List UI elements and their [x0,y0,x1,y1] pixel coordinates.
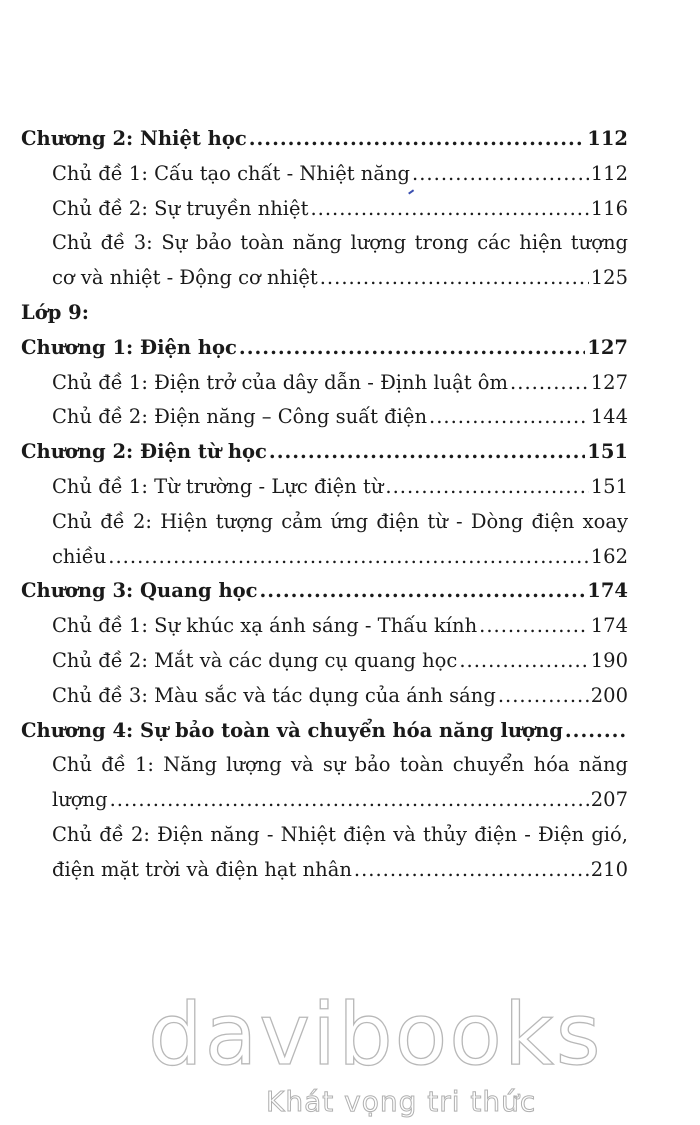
toc-topic[interactable] [21,400,628,435]
toc-page-number: 127 [587,335,628,359]
toc-topic-title: Chủ đề 1: Cấu tạo chất - Nhiệt năng [52,161,411,185]
toc-chapter[interactable] [21,331,628,366]
dot-leader [498,679,589,714]
toc-chapter[interactable] [21,122,628,157]
toc-page-number: 112 [590,161,628,185]
toc-topic-title: Chủ đề 1: Sự khúc xạ ánh sáng - Thấu kính [52,614,478,638]
toc-topic[interactable] [21,679,628,714]
dot-leader [320,261,589,296]
toc-topic[interactable] [21,366,628,401]
toc-page-number: 127 [590,370,628,394]
toc-page-number: 207 [590,788,628,812]
toc-chapter-title: Chương 2: Nhiệt học [21,127,247,150]
toc-topic[interactable] [21,226,628,296]
toc-chapter-title: Chương 3: Quang học [21,579,258,603]
toc-page-number: 200 [590,683,628,707]
dot-leader [354,853,589,888]
watermark-logo: davibooks [148,985,603,1085]
dot-leader [260,574,586,609]
dot-leader [110,783,589,818]
dot-leader [108,540,588,575]
toc-page-number: 162 [590,544,628,568]
dot-leader [269,435,585,470]
toc-topic[interactable] [21,644,628,679]
toc-topic[interactable] [21,192,628,227]
toc-topic-title-line1: Chủ đề 3: Sự bảo toàn năng lượng trong các hiện tượng [52,231,628,255]
toc-page-number: 151 [590,474,628,498]
toc-page-number: 174 [590,614,628,638]
toc-topic[interactable] [21,470,628,505]
toc-page-number: 112 [587,127,628,150]
toc-page-number: 151 [587,440,628,464]
toc-topic-title: Chủ đề 2: Mắt và các dụng cụ quang học [52,648,458,672]
toc-grade-label: Lớp 9: [21,300,89,324]
dot-leader [239,331,585,366]
toc-topic-title-line1: Chủ đề 2: Hiện tượng cảm ứng điện từ - Dòng điện xoay [52,509,628,533]
toc-topic[interactable] [21,818,628,888]
dot-leader [459,644,588,679]
toc-topic-title-line2: lượng [52,788,108,812]
toc-topic-title-line1: Chủ đề 2: Điện năng - Nhiệt điện và thủy điện - Điện gió, [52,822,628,846]
toc-topic-title: Chủ đề 1: Từ trường - Lực điện từ [52,474,384,498]
toc-chapter[interactable] [21,574,628,609]
dot-leader [412,157,589,192]
toc-topic[interactable] [21,609,628,644]
toc-topic-title-line1: Chủ đề 1: Năng lượng và sự bảo toàn chuyển hóa năng [52,753,628,777]
toc-page-number: 190 [590,648,628,672]
toc-topic-title-line2: điện mặt trời và điện hạt nhân [52,857,352,881]
toc-chapter-title: Chương 4: Sự bảo toàn và chuyển hóa năng lượng [21,718,563,742]
dot-leader [565,714,626,749]
dot-leader [510,366,589,401]
toc-topic-title-line2: chiều [52,544,107,568]
dot-leader [479,609,589,644]
toc-chapter[interactable] [21,714,628,749]
toc-topic-title: Chủ đề 1: Điện trở của dây dẫn - Định luật ôm [52,370,509,394]
toc-page-number: 210 [590,857,628,881]
toc-grade-heading [21,296,628,331]
dot-leader [385,470,588,505]
toc-topic-title: Chủ đề 2: Sự truyền nhiệt [52,196,309,220]
toc-page-number: 144 [590,405,628,429]
toc-topic-title-line2: cơ và nhiệt - Động cơ nhiệt [52,266,318,290]
toc-topic[interactable] [21,748,628,818]
toc-chapter-title: Chương 2: Điện từ học [21,440,267,464]
toc-topic-title: Chủ đề 3: Màu sắc và tác dụng của ánh sáng [52,683,496,707]
table-of-contents [21,122,628,888]
toc-chapter[interactable] [21,435,628,470]
toc-page-number: 125 [590,266,628,290]
dot-leader [249,122,586,157]
toc-chapter-title: Chương 1: Điện học [21,335,237,359]
toc-page-number: 174 [587,579,628,603]
toc-topic-title: Chủ đề 2: Điện năng – Công suất điện [52,405,428,429]
dot-leader [429,400,589,435]
toc-topic[interactable] [21,157,628,192]
dot-leader [310,192,588,227]
watermark-tagline: Khát vọng tri thức [266,1085,537,1118]
toc-page-number: 116 [590,196,628,220]
toc-topic[interactable] [21,505,628,575]
